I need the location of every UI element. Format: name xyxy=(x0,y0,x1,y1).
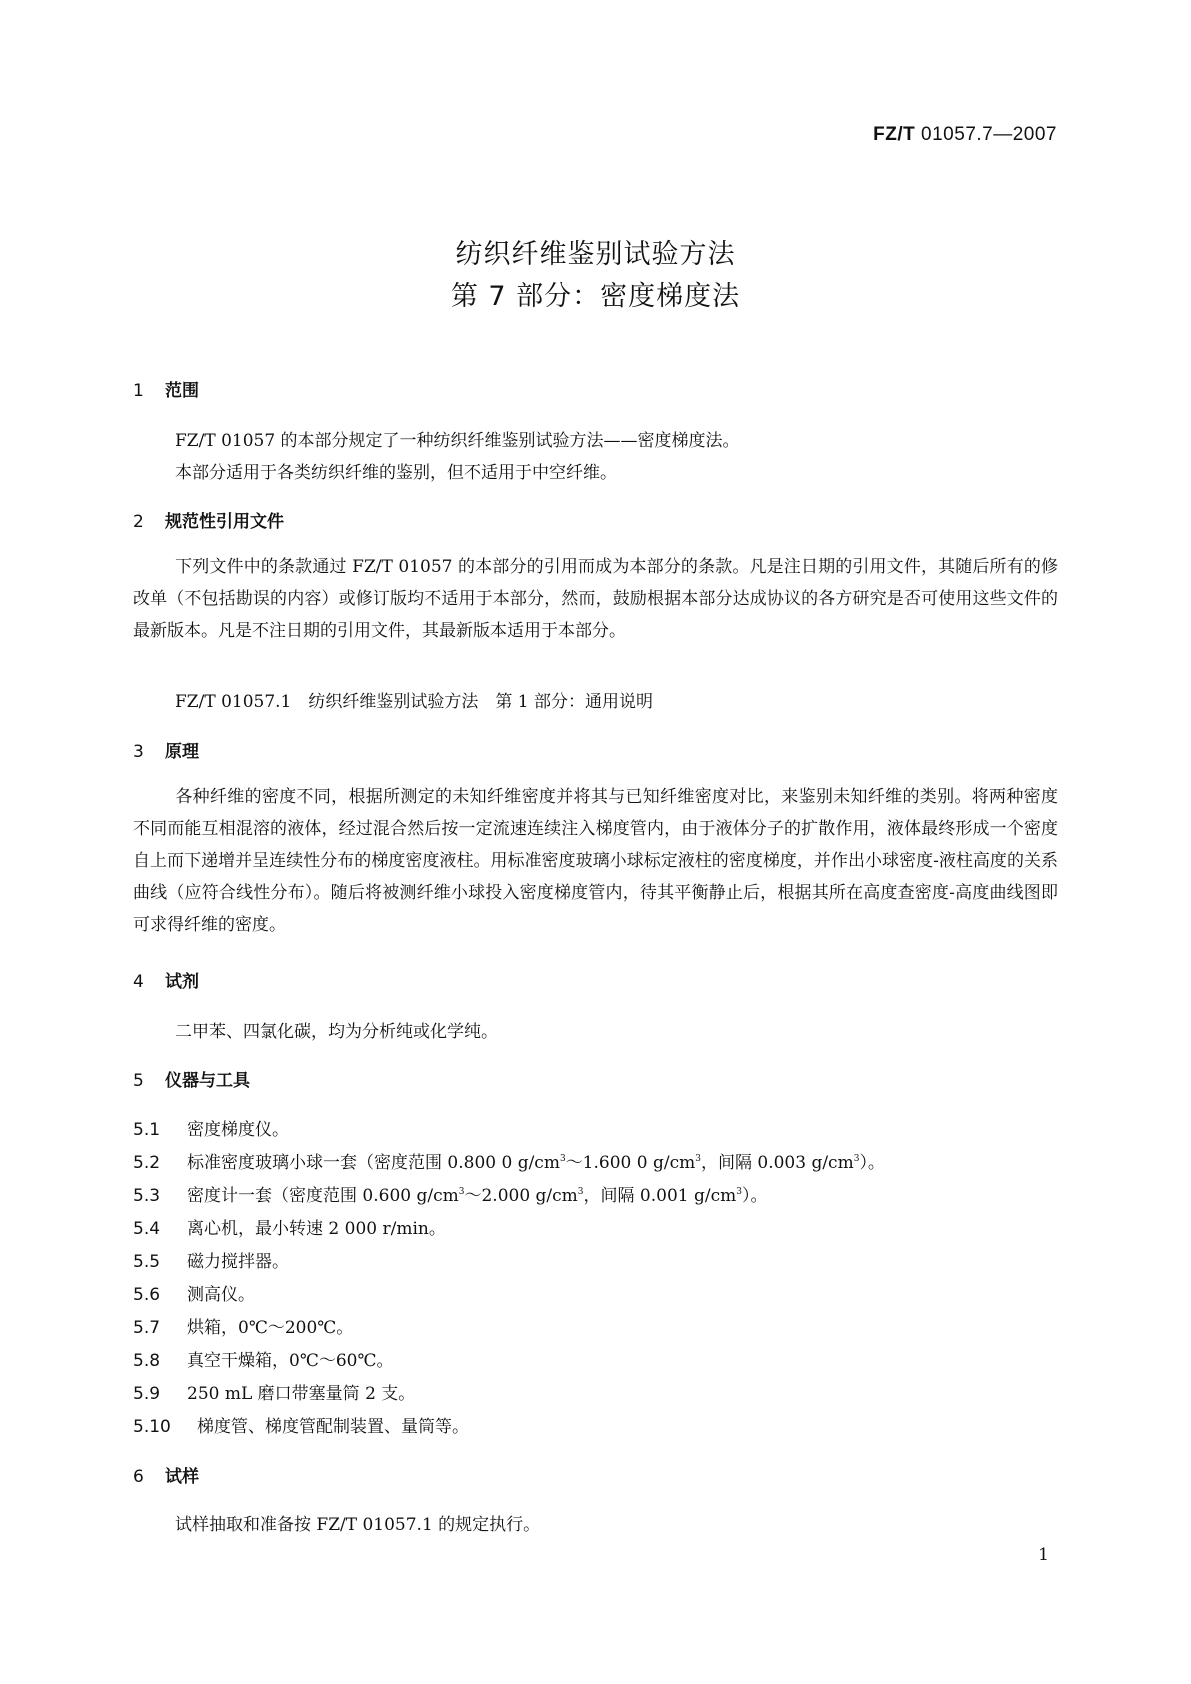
section-title: 范围 xyxy=(165,381,199,401)
item-text: 测高仪。 xyxy=(187,1285,255,1305)
section-5-heading xyxy=(133,1066,250,1091)
list-item xyxy=(133,1115,289,1140)
normative-reference: FZ/T 01057.1 纺织纤维鉴别试验方法 第 1 部分：通用说明 xyxy=(175,692,653,712)
paragraph-text: 各种纤维的密度不同，根据所测定的未知纤维密度并将其与已知纤维密度对比，来鉴别未知纤维的类别。将两种密度不同而能互相混溶的液体，经过混合然后按一定流速连续注入梯度管内，由于液体分子的扩散作用，液体最终形成一个密度自上而下递增并呈连续性分布的梯度密度液柱。用标准密度玻璃小球标定液柱的密度梯度，并作出小球密度-液柱高度的关系曲线（应符合线性分布）。随后将被测纤维小球投入密度梯度管内，待其平衡静止后，根据其所在高度查密度-高度曲线图即可求得纤维的密度。 xyxy=(133,787,1058,935)
section-title: 仪器与工具 xyxy=(165,1071,250,1091)
item-text: 磁力搅拌器。 xyxy=(187,1252,289,1272)
section-6-paragraph: 试样抽取和准备按 FZ/T 01057.1 的规定执行。 xyxy=(175,1515,541,1535)
section-2-heading xyxy=(133,507,284,532)
section-1-paragraph-1: FZ/T 01057 的本部分规定了一种纺织纤维鉴别试验方法——密度梯度法。 xyxy=(175,431,740,451)
list-item xyxy=(133,1148,885,1173)
superscript: 3 xyxy=(577,1187,584,1197)
superscript: 3 xyxy=(458,1187,465,1197)
item-text: ）。 xyxy=(859,1153,885,1173)
item-text: ～1.600 0 g/cm xyxy=(565,1153,696,1173)
paragraph-text: 下列文件中的条款通过 FZ/T 01057 的本部分的引用而成为本部分的条款。凡是注日期的引用文件，其随后所有的修改单（不包括勘误的内容）或修订版均不适用于本部分，然而，鼓励根据本部分达成协议的各方研究是否可使用这些文件的最新版本。凡是不注日期的引用文件，其最新版本适用于本部分。 xyxy=(133,557,1058,641)
document-title: 纺织纤维鉴别试验方法 xyxy=(455,239,736,270)
section-6-heading xyxy=(133,1462,199,1487)
item-number: 5.4 xyxy=(133,1219,161,1239)
document-subtitle: 第 7 部分：密度梯度法 xyxy=(450,281,741,312)
item-number: 5.1 xyxy=(133,1120,161,1140)
list-item xyxy=(133,1280,255,1305)
item-number: 5.5 xyxy=(133,1252,161,1272)
item-text: ，间隔 0.001 g/cm xyxy=(583,1186,737,1206)
list-item xyxy=(133,1214,446,1239)
superscript: 3 xyxy=(853,1154,860,1164)
section-title: 规范性引用文件 xyxy=(165,512,284,532)
section-title: 试样 xyxy=(165,1467,199,1487)
item-number: 5.6 xyxy=(133,1285,161,1305)
standard-code xyxy=(873,124,1057,146)
list-item xyxy=(133,1379,415,1404)
section-1-heading xyxy=(133,376,199,401)
section-1-paragraph-2: 本部分适用于各类纺织纤维的鉴别，但不适用于中空纤维。 xyxy=(175,463,617,483)
item-number: 5.2 xyxy=(133,1153,161,1173)
section-3-heading xyxy=(133,737,199,762)
item-text: 密度计一套（密度范围 0.600 g/cm xyxy=(187,1186,459,1206)
standard-number: 01057.7—2007 xyxy=(921,124,1057,145)
item-number: 5.8 xyxy=(133,1351,161,1371)
list-item xyxy=(133,1181,768,1206)
list-item xyxy=(133,1346,393,1371)
item-text: ～2.000 g/cm xyxy=(464,1186,578,1206)
section-number: 4 xyxy=(133,972,144,992)
item-text: 烘箱，0℃～200℃。 xyxy=(187,1318,354,1338)
item-text: 真空干燥箱，0℃～60℃。 xyxy=(187,1351,394,1371)
superscript: 3 xyxy=(695,1154,701,1164)
list-item xyxy=(133,1247,289,1272)
section-number: 3 xyxy=(133,742,144,762)
item-text: 密度梯度仪。 xyxy=(187,1120,289,1140)
item-text: 离心机，最小转速 2 000 r/min。 xyxy=(187,1219,446,1239)
superscript: 3 xyxy=(736,1187,742,1197)
item-text: 标准密度玻璃小球一套（密度范围 0.800 0 g/cm xyxy=(187,1153,560,1173)
section-number: 6 xyxy=(133,1467,144,1487)
section-title: 试剂 xyxy=(165,972,199,992)
item-number: 5.9 xyxy=(133,1384,161,1404)
section-title: 原理 xyxy=(165,742,199,762)
item-text: ）。 xyxy=(742,1186,768,1206)
section-4-heading xyxy=(133,967,199,992)
list-item xyxy=(133,1313,353,1338)
section-3-paragraph xyxy=(133,781,1058,941)
item-text: ，间隔 0.003 g/cm xyxy=(700,1153,854,1173)
section-4-paragraph: 二甲苯、四氯化碳，均为分析纯或化学纯。 xyxy=(175,1022,498,1042)
section-number: 1 xyxy=(133,381,144,401)
item-text: 梯度管、梯度管配制装置、量筒等。 xyxy=(197,1417,469,1437)
item-number: 5.7 xyxy=(133,1318,161,1338)
page-number: 1 xyxy=(1038,1545,1049,1565)
section-number: 2 xyxy=(133,512,144,532)
item-number: 5.3 xyxy=(133,1186,161,1206)
item-number: 5.10 xyxy=(133,1417,171,1437)
section-number: 5 xyxy=(133,1071,144,1091)
superscript: 3 xyxy=(559,1154,566,1164)
list-item xyxy=(133,1412,469,1437)
standard-prefix: FZ/T xyxy=(873,124,916,145)
section-2-paragraph xyxy=(133,551,1058,647)
item-text: 250 mL 磨口带塞量筒 2 支。 xyxy=(187,1384,416,1404)
